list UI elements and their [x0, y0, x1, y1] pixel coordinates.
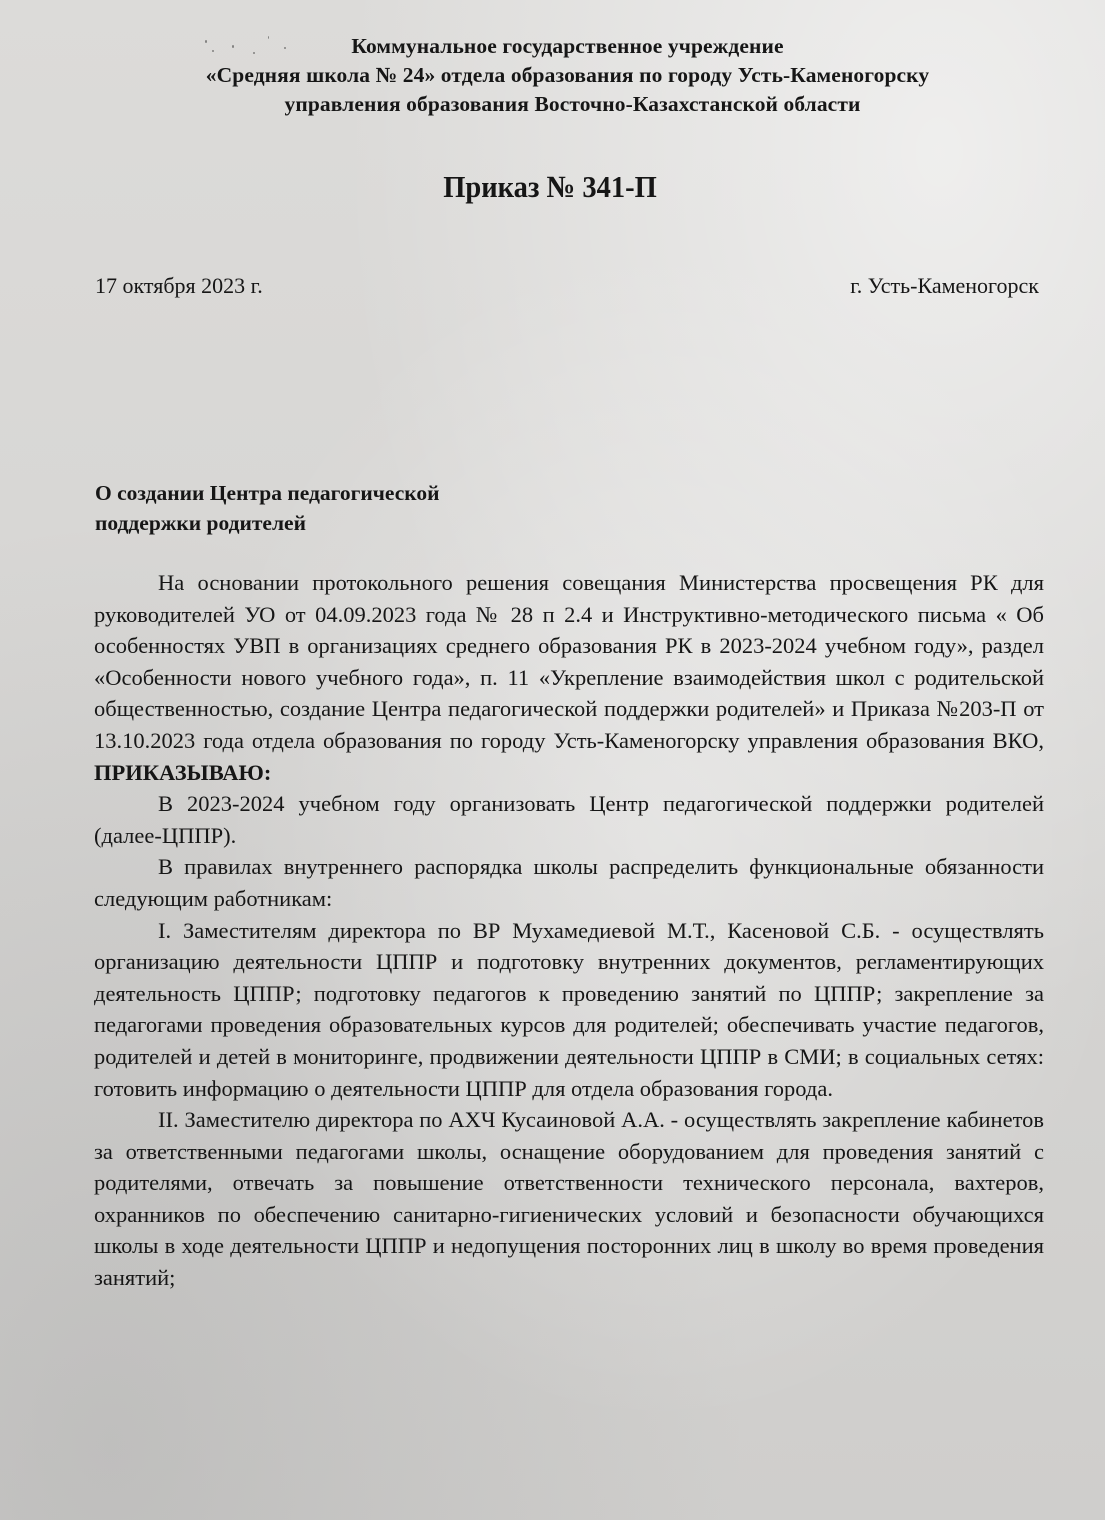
- institution-header: [0, 32, 1105, 119]
- paragraph-distribute-duties: В правилах внутреннего распорядка школы распределить функциональные обязанности следующим работникам:: [94, 854, 1044, 911]
- basis-text: На основании протокольного решения совещания Министерства просвещения РК для руководителей УО от 04.09.2023 года № 28 п 2.4 и Инструктивно-методического письма « Об особенностях УВП в организациях среднего образования РК в 2023-2024 учебном году», раздел «Особенности нового учебного года», п. 11 «Укрепление взаимодействия школ с родительской общественностью, создание Центра педагогической поддержки родителей» и Приказа №203-П от 13.10.2023 года отдела образования по городу Усть-Каменогорску управления образования ВКО,: [94, 570, 1044, 753]
- order-body: [94, 567, 1044, 1294]
- paragraph-basis: [94, 567, 1044, 788]
- paragraph-organize-center: В 2023-2024 учебном году организовать Центр педагогической поддержки родителей (далее-ЦППР).: [94, 791, 1044, 848]
- header-line-1: Коммунальное государственное учреждение: [351, 34, 784, 58]
- paragraph-duty-1: I. Заместителям директора по ВР Мухамедиевой М.Т., Касеновой С.Б. - осуществлять организацию деятельности ЦППР и подготовку внутренних документов, регламентирующих деятельность ЦППР; подготовку педагогов к проведению занятий по ЦППР; закрепление за педагогами проведения образовательных курсов для родителей; обеспечивать участие педагогов, родителей и детей в мониторинге, продвижении деятельности ЦППР в СМИ; в социальных сетях: готовить информацию о деятельности ЦППР для отдела образования города.: [94, 917, 1044, 1101]
- header-line-3: управления образования Восточно-Казахстанской области: [284, 92, 861, 116]
- subject-line-1: О создании Центра педагогической: [95, 481, 440, 505]
- order-city: г. Усть-Каменогорск: [850, 273, 1039, 298]
- paragraph-duty-2: II. Заместителю директора по АХЧ Кусаиновой А.А. - осуществлять закрепление кабинетов за ответственными педагогами школы, оснащение оборудованием для проведения занятий с родителями, отвечать за повышение ответственности технического персонала, вахтеров, охранников по обеспечению санитарно-гигиенических условий и безопасности обучающихся школы в ходе деятельности ЦППР и недопущения посторонних лиц в школу во время проведения занятий;: [94, 1107, 1044, 1291]
- subject-line-2: поддержки родителей: [95, 511, 306, 535]
- order-title: Приказ № 341-П: [443, 169, 657, 204]
- order-date: 17 октября 2023 г.: [95, 273, 263, 298]
- order-subject: [95, 478, 439, 538]
- header-line-2: «Средняя школа № 24» отдела образования по городу Усть-Каменогорску: [205, 63, 930, 87]
- date-place-line: [95, 271, 1039, 301]
- order-directive: ПРИКАЗЫВАЮ:: [94, 759, 272, 785]
